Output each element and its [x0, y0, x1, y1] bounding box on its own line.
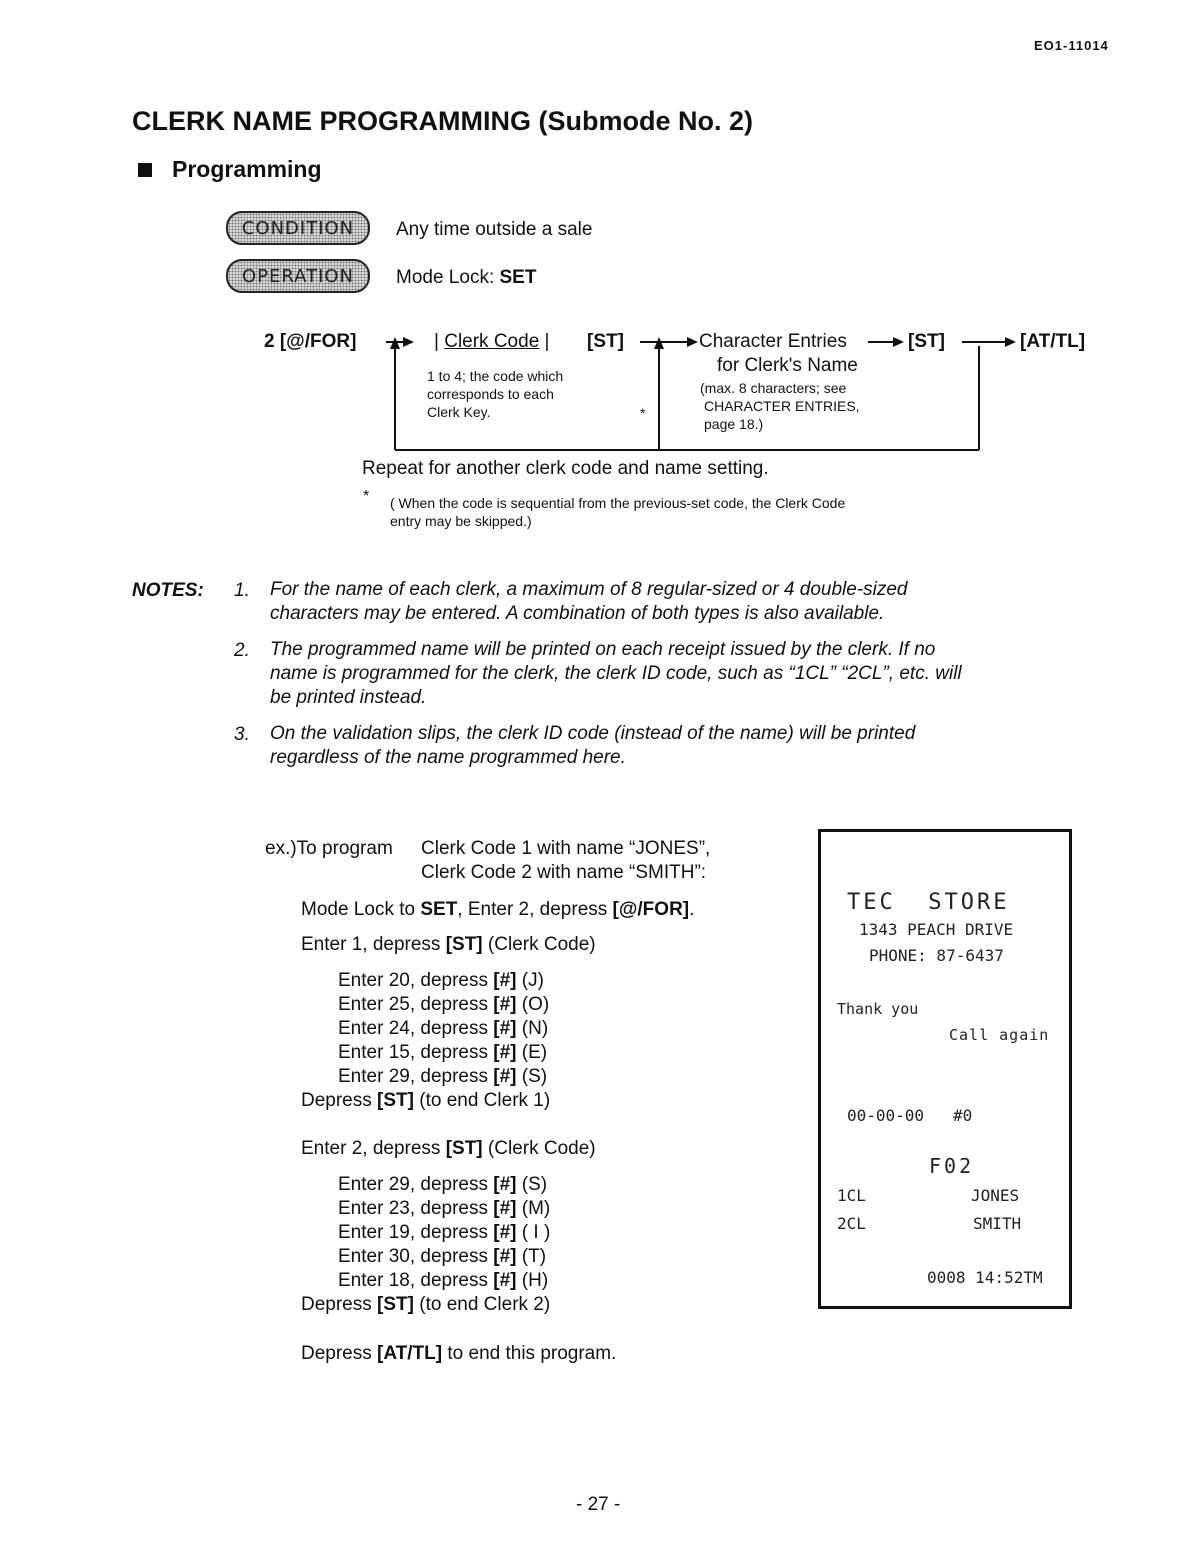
receipt-address: 1343 PEACH DRIVE [859, 920, 1014, 939]
star-note [390, 494, 930, 530]
notes-label: NOTES: [132, 580, 204, 601]
key-label: [#] [493, 1174, 517, 1195]
text: Depress [301, 1090, 378, 1111]
key-label: [#] [493, 1018, 517, 1039]
step-line [338, 969, 549, 993]
clerk-code-note-line: corresponds to each [427, 386, 554, 402]
operation-text-prefix: Mode Lock: [396, 267, 500, 288]
key-label: [#] [493, 994, 517, 1015]
text: Enter 20, depress [338, 970, 494, 991]
step-line [338, 1041, 549, 1065]
receipt-f-code: F02 [929, 1154, 975, 1178]
operation-badge: OPERATION [226, 259, 370, 293]
text: Enter 29, depress [338, 1174, 494, 1195]
receipt-date-line: 00-00-00 #0 [847, 1106, 973, 1125]
text: Enter 18, depress [338, 1270, 494, 1291]
flow-end-key: [AT/TL] [1020, 331, 1086, 352]
key-label: [#] [493, 970, 517, 991]
operation-text-bold: SET [499, 267, 537, 288]
sample-receipt [818, 829, 1072, 1309]
char-entries-note-line: page 18.) [704, 416, 764, 432]
flow-star: * [640, 405, 646, 421]
note-number: 2. [234, 640, 250, 661]
key-label: [#] [493, 1066, 517, 1087]
text: (T) [516, 1246, 547, 1267]
receipt-store-name: TEC STORE [847, 890, 1010, 915]
clerk-code-note-line: Clerk Key. [427, 404, 491, 420]
key-label: [#] [493, 1222, 517, 1243]
text: , Enter 2, depress [457, 899, 613, 920]
text: (E) [516, 1042, 548, 1063]
key-label: [ST] [445, 1138, 483, 1159]
text: (S) [516, 1174, 548, 1195]
text: (O) [516, 994, 550, 1015]
receipt-footer: 0008 14:52TM [927, 1268, 1043, 1287]
key-label: [AT/TL] [377, 1343, 443, 1364]
text: Enter 24, depress [338, 1018, 494, 1039]
example-final [301, 1342, 616, 1366]
section-heading-text: Programming [172, 156, 322, 182]
text: Mode Lock to [301, 899, 421, 920]
note-line: name is programmed for the clerk, the clerk ID code, such as “1CL” “2CL”, etc. will [270, 663, 962, 684]
text: ( I ) [516, 1222, 551, 1243]
receipt-row-code: 2CL [837, 1214, 866, 1233]
note-line: The programmed name will be printed on each receipt issued by the clerk. If no [270, 639, 936, 660]
star-mark: * [363, 488, 370, 505]
document-id: EO1-11014 [1034, 38, 1109, 53]
text: (Clerk Code) [482, 934, 596, 955]
note-line: On the validation slips, the clerk ID code (instead of the name) will be printed [270, 723, 916, 744]
star-note-line-2: entry may be skipped.) [390, 513, 532, 529]
step-line [338, 1221, 550, 1245]
example-line-1: Clerk Code 1 with name “JONES”, [421, 838, 711, 859]
flow-clerk-code: | Clerk Code | [434, 331, 550, 352]
example-mode-lock [301, 898, 694, 922]
text: (J) [516, 970, 544, 991]
text: (S) [516, 1066, 548, 1087]
text: Enter 23, depress [338, 1198, 494, 1219]
text: . [689, 899, 695, 920]
char-entries-note-line: CHARACTER ENTRIES, [704, 398, 860, 414]
text: Enter 29, depress [338, 1066, 494, 1087]
text: (M) [516, 1198, 551, 1219]
text: Enter 30, depress [338, 1246, 494, 1267]
text: (to end Clerk 2) [413, 1294, 551, 1315]
note-line: regardless of the name programmed here. [270, 747, 626, 768]
text: (to end Clerk 1) [413, 1090, 551, 1111]
text: Enter 25, depress [338, 994, 494, 1015]
page-title: CLERK NAME PROGRAMMING (Submode No. 2) [132, 106, 753, 136]
flow-st-key-2: [ST] [908, 331, 945, 352]
receipt-row-code: 1CL [837, 1186, 866, 1205]
step-line [338, 1017, 549, 1041]
note-line: be printed instead. [270, 687, 427, 708]
text: Enter 1, depress [301, 934, 446, 955]
receipt-call-again: Call again [949, 1026, 1050, 1044]
receipt-phone: PHONE: 87-6437 [869, 946, 1004, 965]
flow-diagram-lines [0, 0, 1202, 460]
flow-st-key-1: [ST] [587, 331, 624, 352]
star-note-line-1: ( When the code is sequential from the previous-set code, the Clerk Code [390, 495, 846, 511]
example-steps-2 [338, 1173, 550, 1293]
step-line [338, 1197, 550, 1221]
example-line-2: Clerk Code 2 with name “SMITH”: [421, 862, 707, 883]
step-line [338, 1173, 550, 1197]
text: Depress [301, 1294, 378, 1315]
text: (Clerk Code) [482, 1138, 596, 1159]
note-2 [270, 638, 1060, 710]
text: Enter 15, depress [338, 1042, 494, 1063]
repeat-text: Repeat for another clerk code and name setting. [362, 458, 769, 479]
key-label: [#] [493, 1042, 517, 1063]
clerk-code-note-line: 1 to 4; the code which [427, 368, 564, 384]
note-number: 3. [234, 724, 250, 745]
text: (N) [516, 1018, 549, 1039]
condition-badge: CONDITION [226, 211, 370, 245]
text: (H) [516, 1270, 549, 1291]
receipt-thanks: Thank you [837, 1000, 919, 1018]
step-line [338, 993, 549, 1017]
text: Depress [301, 1343, 378, 1364]
key-label: [ST] [445, 934, 483, 955]
flow-clerk-code-label: Clerk Code [444, 331, 540, 352]
clerk-code-note [427, 367, 563, 421]
flow-char-entries: Character Entries [699, 331, 847, 352]
example-intro: ex.)To program [265, 838, 393, 859]
example-enter-1 [301, 933, 596, 957]
text: Enter 2, depress [301, 1138, 446, 1159]
note-3 [270, 722, 1060, 770]
key-label: [#] [493, 1198, 517, 1219]
text: Enter 19, depress [338, 1222, 494, 1243]
example-steps-1 [338, 969, 549, 1089]
step-line [338, 1269, 550, 1293]
receipt-row-name: JONES [971, 1186, 1020, 1205]
example-end-1 [301, 1089, 550, 1113]
example-end-2 [301, 1293, 550, 1317]
note-line: characters may be entered. A combination of both types is also available. [270, 603, 885, 624]
char-entries-note-line: (max. 8 characters; see [700, 380, 847, 396]
step-line [338, 1065, 549, 1089]
key-label: SET [420, 899, 458, 920]
key-label: [ST] [377, 1294, 414, 1315]
flow-char-entries-2: for Clerk's Name [717, 355, 858, 376]
key-label: [#] [493, 1270, 517, 1291]
note-line: For the name of each clerk, a maximum of 8 regular-sized or 4 double-sized [270, 579, 908, 600]
note-number: 1. [234, 580, 250, 601]
note-1 [270, 578, 1060, 626]
page-number: - 27 - [576, 1494, 621, 1515]
condition-text: Any time outside a sale [396, 219, 593, 240]
char-entries-note [700, 379, 860, 433]
key-label: [#] [493, 1246, 517, 1267]
key-label: [@/FOR] [612, 899, 690, 920]
step-line [338, 1245, 550, 1269]
example-enter-2 [301, 1137, 596, 1161]
flow-start-key: 2 [@/FOR] [264, 331, 357, 352]
text: to end this program. [442, 1343, 617, 1364]
receipt-row-name: SMITH [973, 1214, 1022, 1233]
key-label: [ST] [377, 1090, 414, 1111]
